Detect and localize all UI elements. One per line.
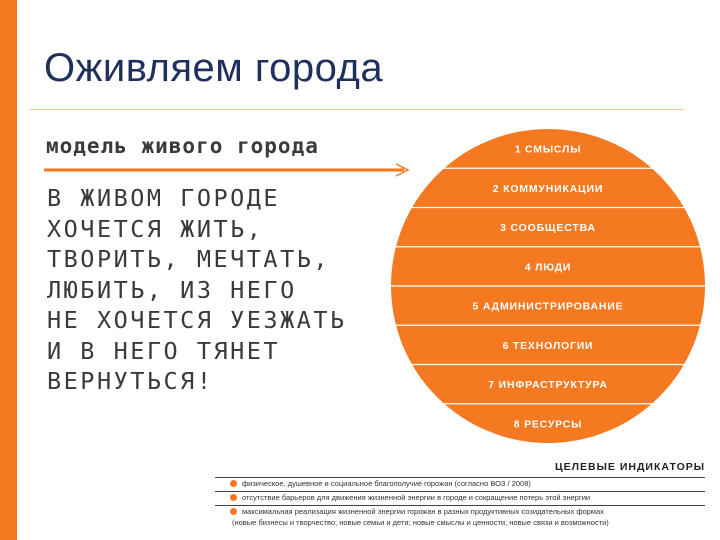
circle-fill	[380, 120, 720, 460]
layer-label: 3 СООБЩЕСТВА	[500, 222, 596, 235]
indicator-text: физическое, душевное и социальное благополучие горожан (согласно ВОЗ / 2008)	[242, 479, 531, 488]
layer-label: 2 КОММУНИКАЦИИ	[492, 182, 604, 195]
indicator-item-continuation	[232, 518, 712, 527]
slogan-text: В ЖИВОМ ГОРОДЕ ХОЧЕТСЯ ЖИТЬ, ТВОРИТЬ, МЕЧТАТЬ, ЛЮБИТЬ, ИЗ НЕГО НЕ ХОЧЕТСЯ УЕЗЖАТЬ И В НЕГО ТЯНЕТ ВЕРНУТЬСЯ!	[47, 184, 347, 395]
indicator-divider	[215, 477, 705, 478]
indicator-item	[230, 479, 710, 488]
indicator-item	[230, 507, 710, 516]
indicator-divider	[215, 491, 705, 492]
indicator-text: максимальная реализация жизненной энергии горожан в разных продуктивных созидательных формах	[242, 507, 604, 516]
layer-label: 7 ИНФРАСТРУКТУРА	[488, 379, 608, 392]
indicator-text: отсутствие барьеров для движения жизненной энергии в городе и сокращение потерь этой энергии	[242, 493, 591, 502]
indicators-title: ЦЕЛЕВЫЕ ИНДИКАТОРЫ	[555, 461, 706, 473]
model-heading: модель живого города	[46, 134, 319, 158]
layer-label: 5 АДМИНИСТРИРОВАНИЕ	[472, 300, 624, 313]
indicator-divider	[215, 505, 705, 506]
bullet-dot-icon	[230, 494, 237, 501]
layer-label: 1 СМЫСЛЫ	[514, 143, 582, 156]
layer-stack	[380, 120, 720, 460]
bullet-dot-icon	[230, 480, 237, 487]
layer-label: 8 РЕСУРСЫ	[513, 418, 583, 431]
slide-title: Оживляем города	[44, 46, 384, 90]
layer-label: 6 ТЕХНОЛОГИИ	[502, 339, 594, 352]
indicator-item	[230, 493, 710, 502]
bullet-dot-icon	[230, 508, 237, 515]
layer-label: 4 ЛЮДИ	[524, 261, 572, 274]
indicator-text: (новые бизнесы и творчество; новые семьи и дети; новые смыслы и ценности; новые связи и возможности)	[232, 518, 609, 527]
